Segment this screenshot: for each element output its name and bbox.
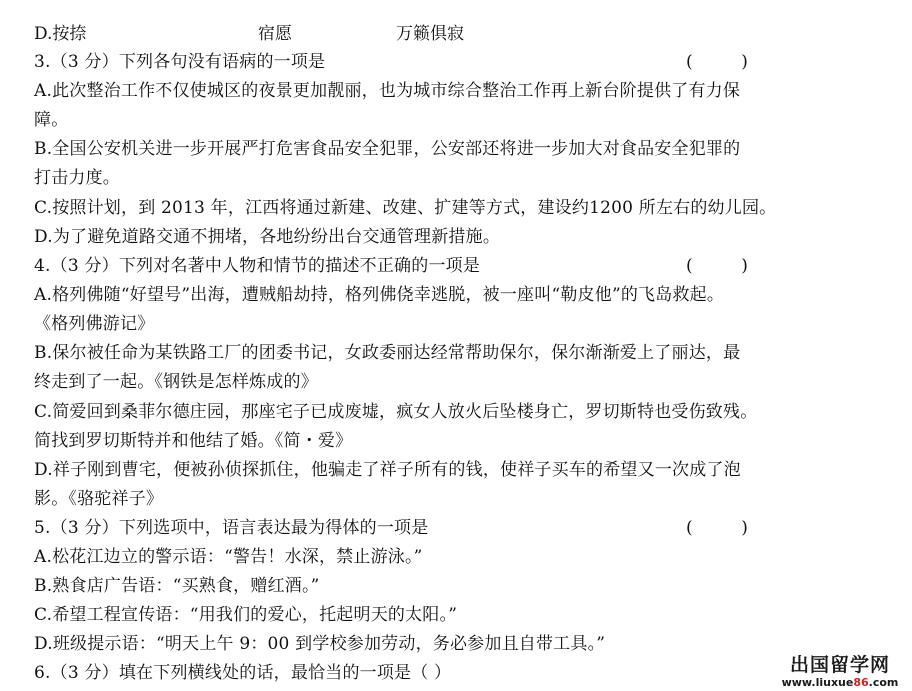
q4-option-b-line1: B.保尔被任命为某铁路工厂的团委书记，女政委丽达经常帮助保尔，保尔渐渐爱上了丽达，最 (34, 343, 741, 363)
watermark-url-suffix: .com (868, 676, 899, 689)
q5-stem: 5.（3 分）下列选项中，语言表达最为得体的一项是 (34, 518, 429, 538)
q3-option-d: D.为了避免道路交通不拥堵，各地纷纷出台交通管理新措施。 (34, 227, 501, 247)
watermark-url-number: 86 (853, 676, 869, 689)
q5-option-d: D.班级提示语：“明天上午 9：00 到学校参加劳动，务必参加且自带工具。” (34, 634, 606, 654)
q5-option-c: C.希望工程宣传语：“用我们的爱心，托起明天的太阳。” (34, 605, 458, 625)
q3-option-a-line1: A.此次整治工作不仅使城区的夜景更加靓丽，也为城市综合整治工作再上新台阶提供了有力保 (34, 81, 741, 101)
q2-option-d-word1: D.按捺 (34, 24, 87, 44)
site-watermark-logo (776, 654, 904, 689)
q3-option-b-line2: 打击力度。 (34, 168, 120, 188)
q5-answer-blank: ( ) (686, 518, 748, 538)
q2-option-d-word3: 万籁俱寂 (396, 24, 464, 44)
watermark-url-prefix: www.liuxue (781, 676, 854, 689)
q4-option-d-line1: D.祥子刚到曹宅，便被孙侦探抓住，他骗走了祥子所有的钱，使祥子买车的希望又一次成了泡 (34, 460, 741, 480)
q3-answer-blank: ( ) (686, 52, 748, 72)
q3-option-c: C.按照计划，到 2013 年，江西将通过新建、改建、扩建等方式，建设约1200 所左右的幼儿园。 (34, 198, 777, 218)
q4-stem: 4.（3 分）下列对名著中人物和情节的描述不正确的一项是 (34, 256, 481, 276)
q4-option-c-line1: C.简爱回到桑菲尔德庄园，那座宅子已成废墟，疯女人放火后坠楼身亡，罗切斯特也受伤致残。 (34, 402, 758, 422)
q3-option-a-line2: 障。 (34, 110, 69, 130)
q3-option-b-line1: B.全国公安机关进一步开展严打危害食品安全犯罪，公安部还将进一步加大对食品安全犯罪的 (34, 139, 741, 159)
q4-option-a-line2: 《格列佛游记》 (34, 314, 155, 334)
q4-option-a-line1: A.格列佛随“好望号”出海，遭贼船劫持，格列佛侥幸逃脱，被一座叫“勒皮他”的飞岛救起。 (34, 285, 725, 305)
q5-option-a: A.松花江边立的警示语：“警告！水深，禁止游泳。” (34, 547, 423, 567)
q6-stem: 6.（3 分）填在下列横线处的话，最恰当的一项是（ ） (34, 663, 452, 683)
q5-option-b: B.熟食店广告语：“买熟食，赠红酒。” (34, 576, 320, 596)
q2-option-d-word2: 宿愿 (258, 24, 292, 44)
watermark-title: 出国留学网 (789, 654, 890, 676)
q4-option-d-line2: 影。《骆驼祥子》 (34, 489, 164, 509)
q4-answer-blank: ( ) (686, 256, 748, 276)
q4-option-c-line2: 简找到罗切斯特并和他结了婚。《简・爱》 (34, 431, 353, 451)
q3-stem: 3.（3 分）下列各句没有语病的一项是 (34, 52, 326, 72)
q4-option-b-line2: 终走到了一起。《钢铁是怎样炼成的》 (34, 372, 318, 392)
watermark-url (776, 676, 904, 689)
